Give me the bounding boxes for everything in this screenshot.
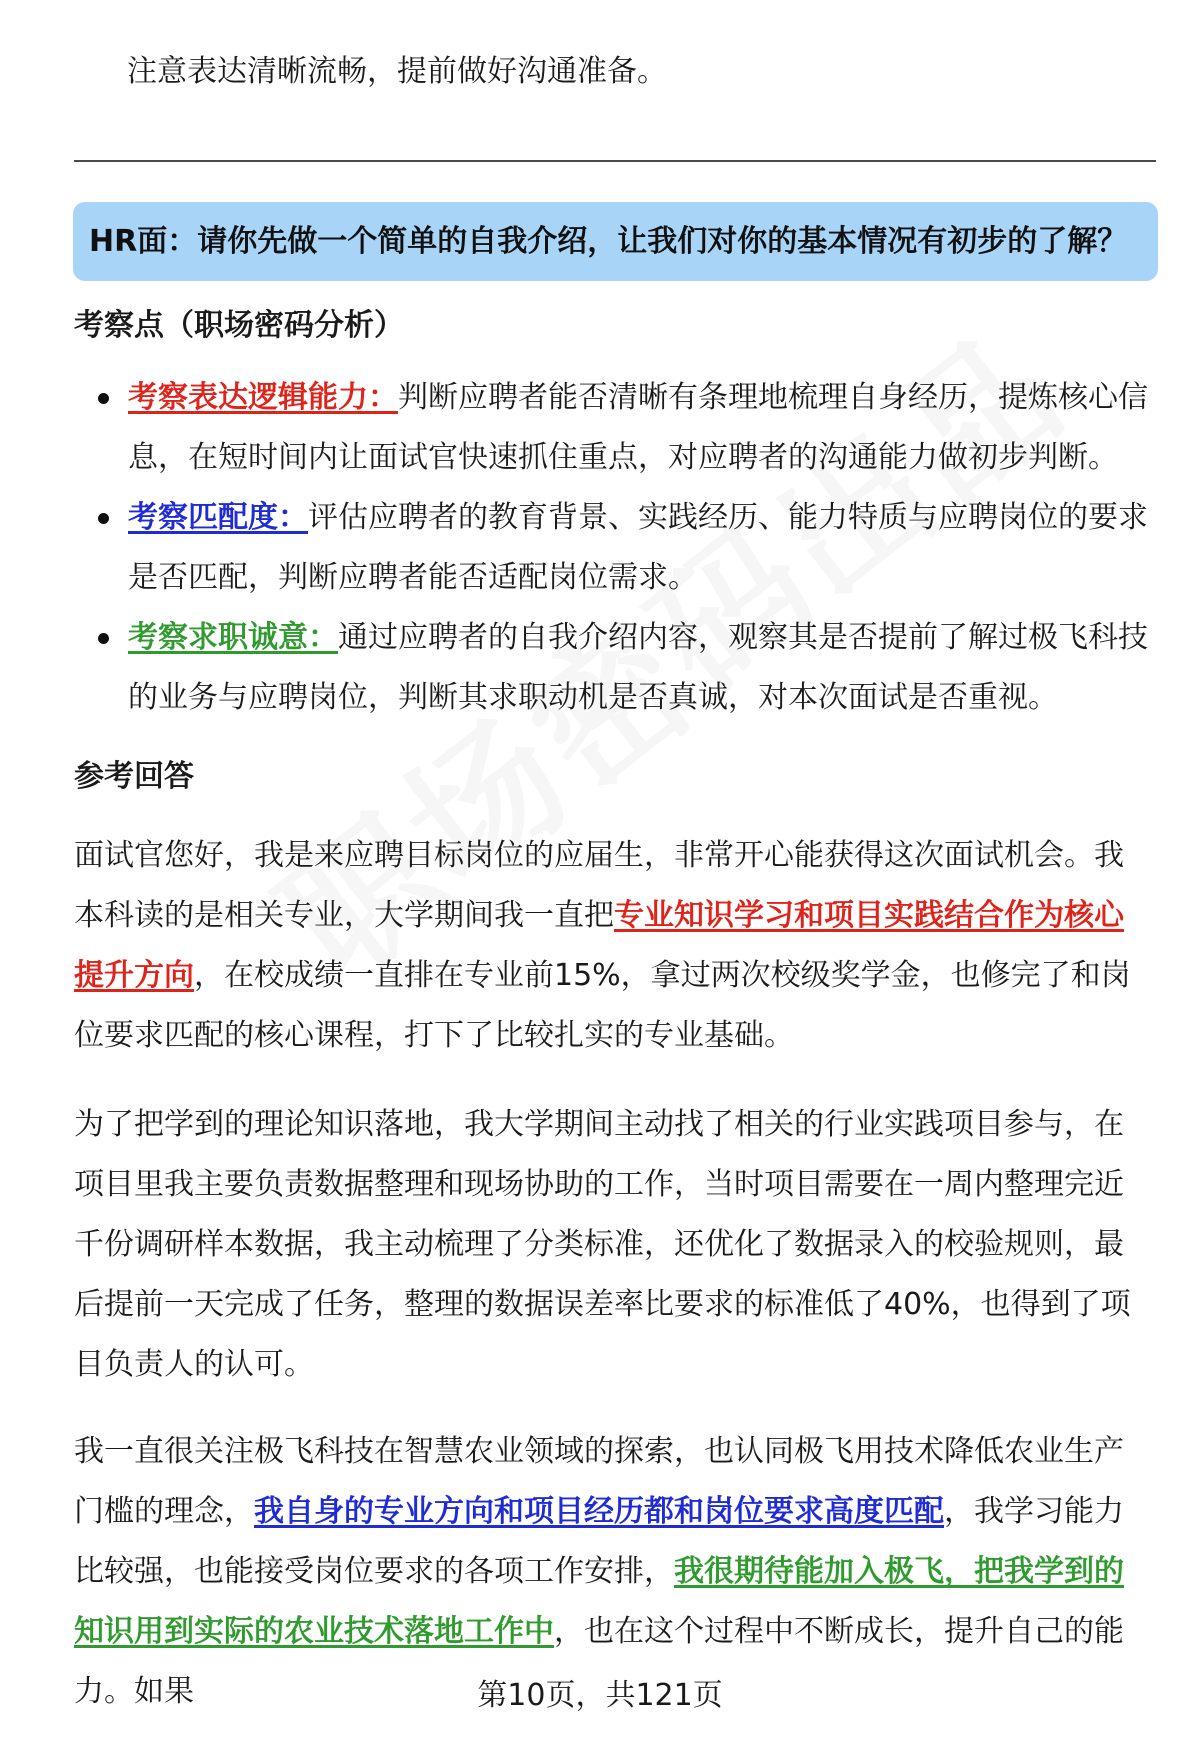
paragraph-text: ，在校成绩一直排在专业前15%，拿过两次校级奖学金，也修完了和岗位要求匹配的核心课程，打下了比较扎实的专业基础。 [74,958,1131,1053]
point-label: 考察求职诚意： [128,620,338,655]
point-label: 考察匹配度： [128,500,308,535]
point-text: 评估应聘者的教育背景、实践经历、能力特质与应聘岗位的要求是否匹配，判断应聘者能否适配岗位需求。 [128,500,1148,595]
list-item [74,608,1154,728]
question-banner [73,202,1158,281]
bullet-icon [98,393,109,404]
paragraph-text: ，也在这个过程中不断成长，提升自己的能力。如果 [74,1614,1124,1709]
paragraph-text: ，我学习能力比较强，也能接受岗位要求的各项工作安排， [74,1494,1124,1589]
section-title-answer: 参考回答 [74,759,194,794]
point-text: 通过应聘者的自我介绍内容，观察其是否提前了解过极飞科技的业务与应聘岗位，判断其求职动机是否真诚，对本次面试是否重视。 [128,620,1148,715]
list-item [74,368,1154,488]
bullet-icon [98,513,109,524]
paragraph-text: 面试官您好，我是来应聘目标岗位的应届生，非常开心能获得这次面试机会。我本科读的是相关专业，大学期间我一直把 [74,838,1124,933]
highlight-text: 我自身的专业方向和项目经历都和岗位要求高度匹配 [254,1494,944,1529]
bullet-icon [98,633,109,644]
points-list [74,368,1154,728]
section-title-points: 考察点（职场密码分析） [74,308,404,343]
answer-paragraph-2: 为了把学到的理论知识落地，我大学期间主动找了相关的行业实践项目参与，在项目里我主要负责数据整理和现场协助的工作，当时项目需要在一周内整理完近千份调研样本数据，我主动梳理了分类标准，还优化了数据录入的校验规则，最后提前一天完成了任务，整理的数据误差率比要求的标准低了40%，也得到了项目负责人的认可。 [74,1107,1131,1382]
highlight-text: 我很期待能加入极飞，把我学到的知识用到实际的农业技术落地工作中 [74,1554,1124,1649]
question-text: HR面：请你先做一个简单的自我介绍，让我们对你的基本情况有初步的了解？ [89,224,1128,259]
divider [74,160,1156,162]
paragraph-text: 我一直很关注极飞科技在智慧农业领域的探索，也认同极飞用技术降低农业生产门槛的理念， [74,1434,1124,1529]
answer-paragraph-1 [74,826,1150,1066]
point-label: 考察表达逻辑能力： [128,380,398,415]
highlight-text: 专业知识学习和项目实践结合作为核心提升方向 [74,898,1124,993]
top-text: 注意表达清晰流畅，提前做好沟通准备。 [127,54,667,89]
list-item [74,488,1154,608]
point-text: 判断应聘者能否清晰有条理地梳理自身经历，提炼核心信息，在短时间内让面试官快速抓住重点，对应聘者的沟通能力做初步判断。 [128,380,1148,475]
page-number: 第10页，共121页 [477,1678,723,1713]
